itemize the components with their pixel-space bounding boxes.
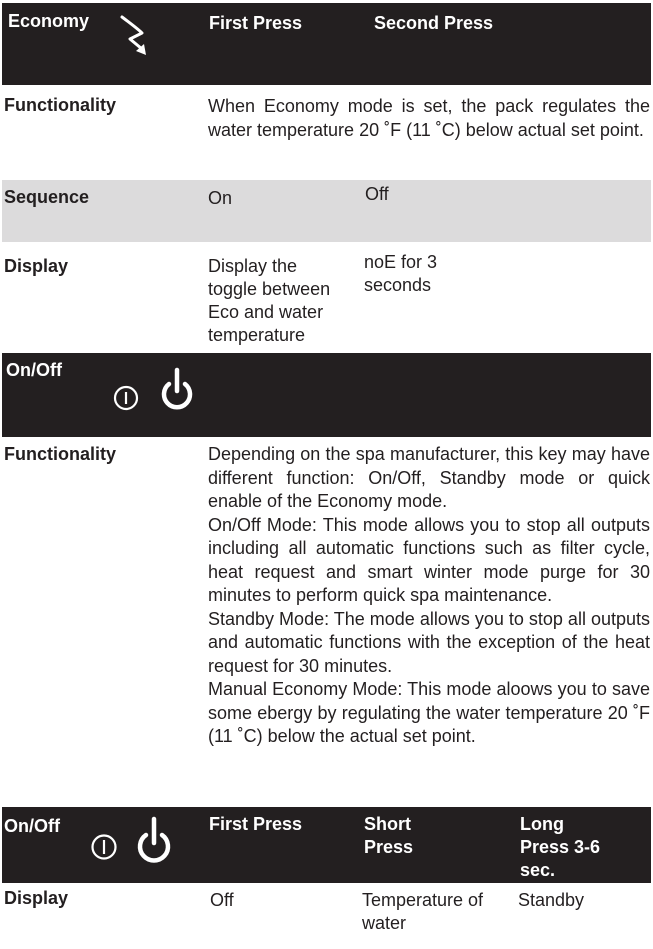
power-standby-icon xyxy=(113,385,139,411)
onoff-press-display-long: Standby xyxy=(518,890,585,910)
onoff-header-bar xyxy=(2,353,651,437)
onoff-functionality-text xyxy=(208,443,650,749)
economy-col-first-press: First Press xyxy=(209,13,303,33)
economy-sequence-label: Sequence xyxy=(4,187,90,207)
economy-display-label: Display xyxy=(4,256,69,276)
economy-title: Economy xyxy=(8,11,90,31)
onoff-functionality-label: Functionality xyxy=(4,444,116,464)
onoff-functionality-paragraph: On/Off Mode: This mode allows you to stop all outputs including all automatic functions such as filter cycle, heat request and smart winter mode purge for 30 minutes to perform quick spa maintenance. xyxy=(208,514,650,605)
onoff-title: On/Off xyxy=(6,360,62,380)
economy-display-first: Display the toggle between Eco and water temperature xyxy=(208,256,331,345)
economy-header-bar xyxy=(2,3,651,85)
onoff-press-col-short: Short Press xyxy=(364,814,414,857)
economy-sequence-first: On xyxy=(208,188,233,208)
economy-sequence-second: Off xyxy=(365,184,389,204)
economy-functionality-text: When Economy mode is set, the pack regulates the water temperature 20 ˚F (11 ˚C) below actual set point. xyxy=(208,96,650,140)
onoff-press-title: On/Off xyxy=(4,816,60,836)
economy-zigzag-arrow-icon xyxy=(120,15,160,59)
onoff-press-display-short: Temperature of water xyxy=(362,890,484,933)
onoff-functionality-paragraph: Manual Economy Mode: This mode aloows you to save some ebergy by regulating the water temperature 20 ˚F (11 ˚C) below the actual set point. xyxy=(208,679,650,746)
onoff-press-col-long: Long Press 3-6 sec. xyxy=(520,814,601,880)
onoff-press-display-first: Off xyxy=(210,890,234,910)
power-standby-icon xyxy=(91,833,117,861)
power-button-icon xyxy=(136,815,172,865)
economy-display-second: noE for 3 seconds xyxy=(364,252,438,295)
onoff-press-display-label: Display xyxy=(4,888,69,908)
onoff-functionality-paragraph: Standby Mode: The mode allows you to stop all outputs and automatic functions with the exception of the heat request for 30 minutes. xyxy=(208,608,650,676)
onoff-press-header-bar xyxy=(2,807,651,883)
power-button-icon xyxy=(160,367,194,413)
economy-sequence-row xyxy=(2,180,651,242)
economy-functionality-label: Functionality xyxy=(4,95,116,115)
onoff-functionality-paragraph: Depending on the spa manufacturer, this key may have different function: On/Off, Standby mode or quick enable of the Economy mode. xyxy=(208,444,650,511)
onoff-press-col-first: First Press xyxy=(209,814,303,834)
economy-col-second-press: Second Press xyxy=(374,13,494,33)
